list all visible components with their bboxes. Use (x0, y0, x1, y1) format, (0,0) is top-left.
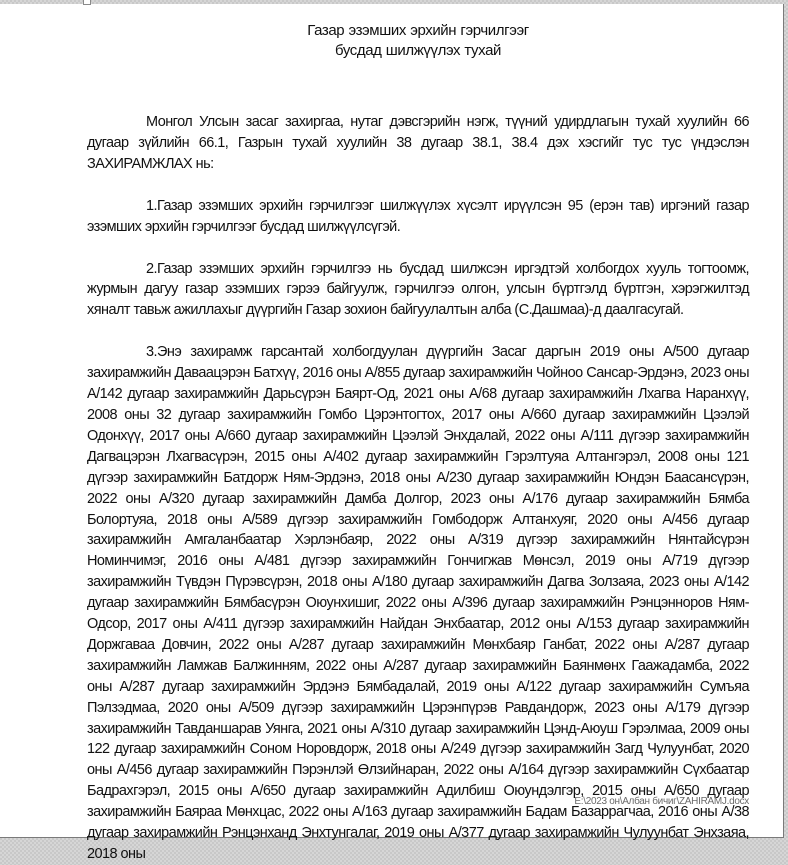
file-path-footer: E:\2023 он\Албан бичиг\ZAHIRAMJ.docx (574, 796, 749, 807)
clause-3-paragraph: 3.Энэ захирамж гарсантай холбогдуулан дүүргийн Засаг даргын 2019 оны А/500 дугаар захирамжийн Даваацэрэн Батхүү, 2016 оны А/855 дугаар захирамжийн Чойноо Сансар-Эрдэнэ, 2023 оны А/142 дугаар захирамжийн Дарьсүрэн Баярт-Од, 2021 оны А/68 дугаар захирамжийн Лхагва Наранхүү, 2008 оны 32 дугаар захирамжийн Гомбо Цэрэнтогтох, 2017 оны А/660 дугаар захирамжийн Цээлэй Одонхүү, 2017 оны А/660 дугаар захирамжийн Цээлэй Энхдалай, 2022 оны А/111 дүгээр захирамжийн Дагвацэрэн Лхагвасүрэн, 2015 оны А/402 дугаар захирамжийн Гэрэлтуяа Алтангэрэл, 2008 оны 121 дүгээр захирамжийн Батдорж Ням-Эрдэнэ, 2018 оны А/230 дугаар захирамжийн Юндэн Баасансүрэн, 2022 оны А/320 дугаар захирамжийн Дамба Долгор, 2023 оны А/176 дугаар захирамжийн Бямба Болортуяа, 2018 оны А/589 дүгээр захирамжийн Гомбодорж Алтанхуяг, 2020 оны А/456 дугаар захирамжийн Амгаланбаатар Хэрлэнбаяр, 2022 оны А/319 дүгээр захирамжийн Нянтайсүрэн Номинчимэг, 2016 оны А/481 дүгээр захирамжийн Гончигжав Мөнсэл, 2019 оны А/719 дүгээр захирамжийн Түвдэн Пүрэвсүрэн, 2018 оны А/180 дугаар захирамжийн Дагва Золзаяа, 2023 оны А/142 дугаар захирамжийн Бямбасүрэн Оюунхишиг, 2022 оны А/396 дугаар захирамжийн Рэнцэнноров Ням-Одсор, 2017 оны А/411 дүгээр захирамжийн Найдан Энхбаатар, 2012 оны А/153 дугаар захирамжийн Доржгаваа Довчин, 2022 оны А/287 дугаар захирамжийн Мөнхбаяр Ганбат, 2022 оны А/287 дугаар захирамжийн Ламжав Балжинням, 2022 оны А/287 дугаар захирамжийн Баянмөнх Гаажадамба, 2022 оны А/287 дугаар захирамжийн Эрдэнэ Бямбадалай, 2019 оны А/122 дугаар захирамжийн Сумъяа Пэлзэдмаа, 2020 оны А/509 дүгээр захирамжийн Цэрэнпүрэв Равдандорж, 2023 оны А/179 дүгээр захирамжийн Тавданшарав Уянга, 2021 оны А/310 дугаар захирамжийн Цэнд-Аюуш Гэрэлмаа, 2009 оны 122 дугаар захирамжийн Соном Норовдорж, 2018 оны А/249 дүгээр захирамжийн Загд Чулуунбат, 2020 оны А/456 дугаар захирамжийн Пэрэнлэй Өлзийнаран, 2022 оны А/164 дүгээр захирамжийн Сүхбаатар Бадрахгэрэл, 2015 оны А/650 дугаар захирамжийн Адилбиш Оюундэлгэр, 2015 оны А/650 дугаар захирамжийн Баяраа Мөнхцас, 2022 оны А/163 дугаар захирамжийн Бадам Базаррагчаа, 2016 оны А/38 дугаар захирамжийн Рэнцэнханд Энхтунгалаг, 2019 оны А/377 дугаар захирамжийн Чулуунбат Энхзаяа, 2018 оны (87, 344, 749, 862)
title-line-1: Газар эзэмших эрхийн гэрчилгээг (307, 22, 529, 39)
page-corner-marker (83, 0, 91, 5)
title-line-2: бусдад шилжүүлэх тухай (334, 42, 501, 59)
preamble-paragraph: Монгол Улсын засаг захиргаа, нутаг дэвсгэрийн нэгж, түүний удирдлагын тухай хуулийн 66 дугаар зүйлийн 66.1, Газрын тухай хуулийн 38 дугаар 38.1, 38.4 дэх хэсгийг тус тус үндэслэн ЗАХИРАМЖЛАХ нь: (87, 114, 749, 172)
document-body (87, 4, 749, 865)
clause-2-paragraph: 2.Газар эзэмших эрхийн гэрчилгээ нь бусдад шилжсэн иргэдтэй холбогдох хууль тогтоомж, журмын дагуу газар эзэмших гэрээ байгуулж, гэрчилгээ олгон, улсын бүртгэлд бүртгэн, хэрэгжилтэд хяналт тавьж ажиллахыг дүүргийн Газар зохион байгуулалтын алба (С.Дашмаа)-д даалгасугай. (87, 260, 749, 319)
document-page (0, 4, 784, 862)
document-title (87, 21, 749, 61)
clause-1-paragraph: 1.Газар эзэмших эрхийн гэрчилгээг шилжүүлэх хүсэлт ирүүлсэн 95 (ерэн тав) иргэний газар эзэмших эрхийн гэрчилгээг бусдад шилжүүлсүгэй. (87, 197, 749, 235)
